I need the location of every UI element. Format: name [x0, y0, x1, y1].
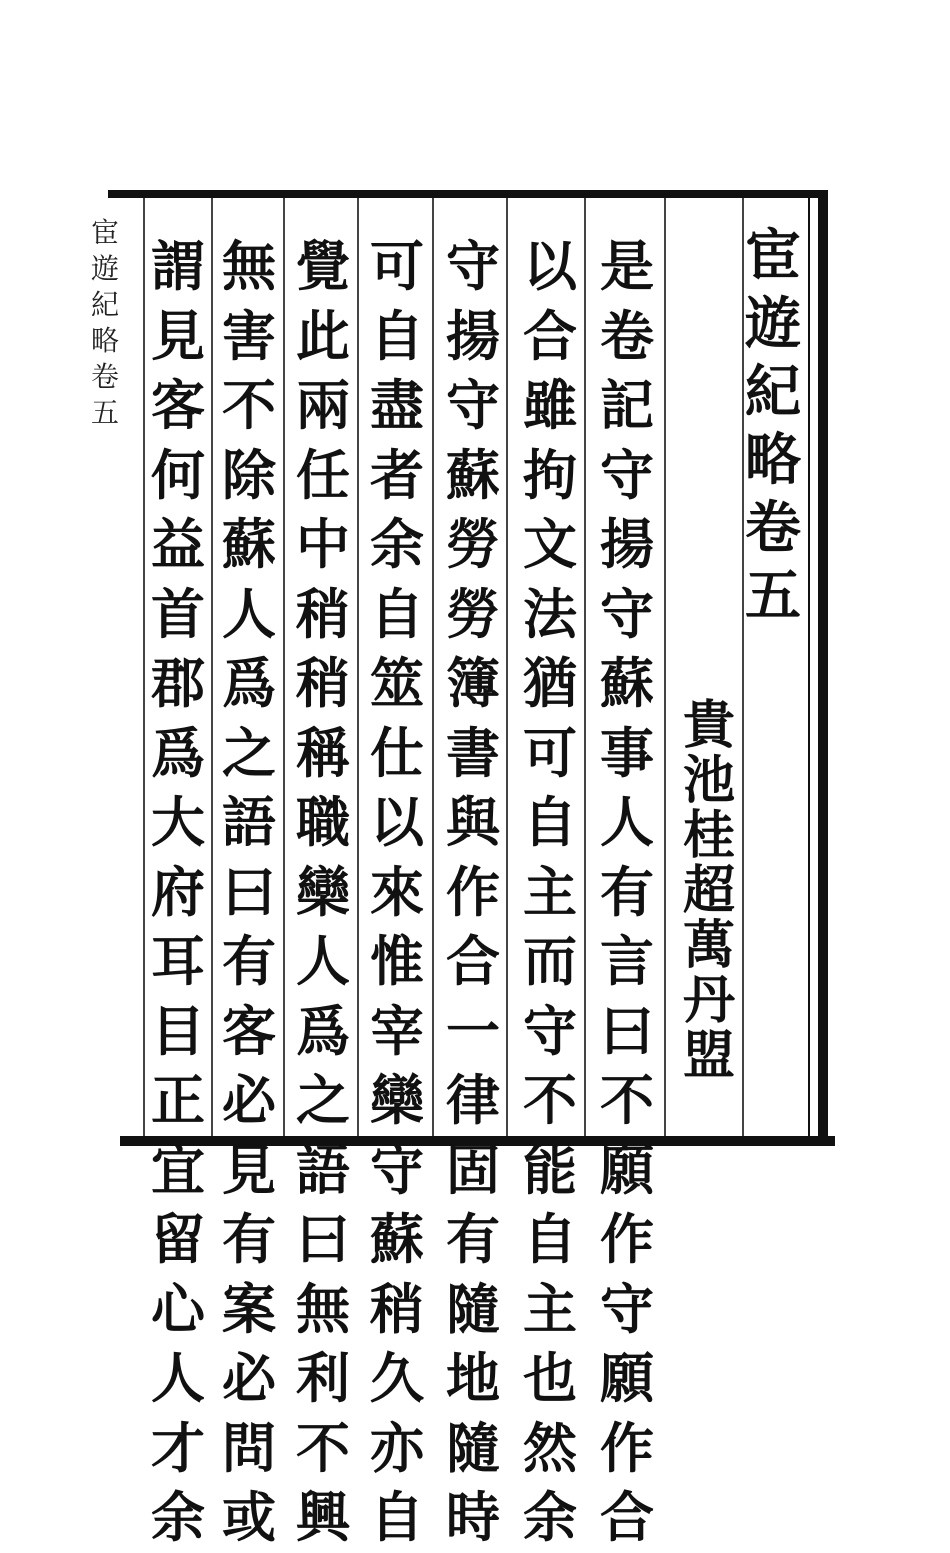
character: 正: [151, 1068, 205, 1132]
character: 宰: [370, 998, 424, 1063]
character: 人: [296, 929, 350, 993]
character: 雖: [523, 373, 577, 437]
character: 拘: [523, 442, 577, 507]
frame-right-border: [818, 190, 828, 1145]
character: 法: [523, 581, 577, 646]
character: 何: [151, 442, 205, 507]
character: 守: [600, 442, 654, 507]
character: 揚: [600, 512, 654, 576]
character: 不: [296, 1415, 350, 1480]
character: 有: [222, 1207, 276, 1271]
character: 盡: [370, 373, 424, 437]
character: 興: [296, 1485, 350, 1549]
character: 大: [151, 790, 205, 854]
character: 爲: [222, 651, 276, 715]
character: 人: [222, 581, 276, 646]
character: 耳: [151, 929, 205, 993]
character: 不: [600, 1068, 654, 1132]
character: 事: [600, 720, 654, 785]
character: 爲: [296, 998, 350, 1063]
character: 稍: [296, 651, 350, 715]
character: 然: [523, 1415, 577, 1480]
character: 久: [370, 1346, 424, 1410]
character: 余: [523, 1485, 577, 1549]
character: 中: [296, 512, 350, 576]
character: 守: [446, 373, 500, 437]
character: 見: [151, 303, 205, 368]
character: 略: [745, 427, 801, 493]
character: 卷: [90, 360, 119, 393]
character: 盟: [682, 1025, 735, 1086]
character: 稍: [370, 1276, 424, 1341]
character: 不: [222, 373, 276, 437]
character: 言: [600, 929, 654, 993]
character: 主: [523, 859, 577, 924]
character: 律: [446, 1068, 500, 1132]
character: 卷: [745, 495, 801, 561]
character: 有: [222, 929, 276, 993]
character: 之: [296, 1068, 350, 1132]
character: 惟: [370, 929, 424, 993]
character: 主: [523, 1276, 577, 1341]
character: 必: [222, 1346, 276, 1410]
character: 蘇: [222, 512, 276, 576]
character: 隨: [446, 1276, 500, 1341]
character: 蘇: [600, 651, 654, 715]
character: 來: [370, 859, 424, 924]
character: 客: [151, 373, 205, 437]
character: 才: [151, 1415, 205, 1480]
character: 遊: [745, 291, 801, 357]
character: 是: [600, 234, 654, 298]
text-column: [362, 232, 432, 1553]
fold-margin-title: [90, 215, 120, 645]
character: 問: [222, 1415, 276, 1480]
character: 語: [296, 1137, 350, 1202]
character: 揚: [446, 303, 500, 368]
character: 時: [446, 1485, 500, 1549]
character: 五: [90, 396, 119, 429]
character: 超: [682, 860, 735, 921]
chapter-title: [738, 222, 808, 630]
character: 五: [745, 563, 801, 629]
character: 作: [600, 1207, 654, 1271]
character: 宜: [151, 1137, 205, 1202]
character: 宦: [90, 216, 119, 249]
character: 自: [523, 1207, 577, 1271]
character: 合: [446, 929, 500, 993]
character: 守: [370, 1137, 424, 1202]
character: 能: [523, 1137, 577, 1202]
character: 府: [151, 859, 205, 924]
character: 可: [370, 234, 424, 298]
character: 以: [523, 234, 577, 298]
character: 見: [222, 1137, 276, 1202]
character: 人: [151, 1346, 205, 1410]
text-column: [288, 232, 358, 1553]
character: 一: [446, 998, 500, 1063]
character: 作: [600, 1415, 654, 1480]
character: 除: [222, 442, 276, 507]
character: 丹: [682, 970, 735, 1031]
character: 余: [151, 1485, 205, 1549]
character: 蘇: [446, 442, 500, 507]
frame-top-border: [108, 190, 828, 198]
character: 此: [296, 303, 350, 368]
character: 任: [296, 442, 350, 507]
character: 案: [222, 1276, 276, 1341]
character: 無: [222, 234, 276, 298]
character: 曰: [296, 1207, 350, 1271]
character: 欒: [370, 1068, 424, 1132]
character: 之: [222, 720, 276, 785]
character: 也: [523, 1346, 577, 1410]
character: 守: [600, 581, 654, 646]
text-column: [143, 232, 213, 1553]
character: 守: [446, 234, 500, 298]
character: 者: [370, 442, 424, 507]
character: 貴: [682, 695, 735, 756]
character: 簿: [446, 651, 500, 715]
column-divider: [664, 198, 666, 1136]
character: 目: [151, 998, 205, 1063]
column-divider: [432, 198, 434, 1136]
character: 守: [600, 1276, 654, 1341]
character: 曰: [600, 998, 654, 1063]
character: 紀: [90, 288, 119, 321]
character: 卷: [600, 303, 654, 368]
character: 人: [600, 790, 654, 854]
character: 萬: [682, 915, 735, 976]
text-column: [214, 232, 284, 1553]
character: 略: [90, 324, 119, 357]
character: 自: [523, 790, 577, 854]
character: 益: [151, 512, 205, 576]
character: 曰: [222, 859, 276, 924]
character: 利: [296, 1346, 350, 1410]
character: 可: [523, 720, 577, 785]
text-column: [515, 232, 585, 1553]
character: 郡: [151, 651, 205, 715]
character: 地: [446, 1346, 500, 1410]
character: 留: [151, 1207, 205, 1271]
character: 有: [446, 1207, 500, 1271]
character: 首: [151, 581, 205, 646]
text-column: [592, 232, 662, 1553]
character: 以: [370, 790, 424, 854]
character: 或: [222, 1485, 276, 1549]
character: 害: [222, 303, 276, 368]
character: 兩: [296, 373, 350, 437]
author-line: [677, 695, 741, 1086]
character: 遊: [90, 252, 119, 285]
character: 欒: [296, 859, 350, 924]
character: 無: [296, 1276, 350, 1341]
character: 筮: [370, 651, 424, 715]
character: 勞: [446, 512, 500, 576]
character: 自: [370, 303, 424, 368]
character: 謂: [151, 234, 205, 298]
character: 不: [523, 1068, 577, 1132]
character: 紀: [745, 359, 801, 425]
character: 池: [682, 750, 735, 811]
character: 文: [523, 512, 577, 576]
frame-right-inner-border: [808, 195, 810, 1140]
character: 職: [296, 790, 350, 854]
character: 心: [151, 1276, 205, 1341]
character: 有: [600, 859, 654, 924]
character: 固: [446, 1137, 500, 1202]
character: 而: [523, 929, 577, 993]
character: 稍: [296, 581, 350, 646]
character: 蘇: [370, 1207, 424, 1271]
character: 爲: [151, 720, 205, 785]
character: 自: [370, 581, 424, 646]
character: 作: [446, 859, 500, 924]
character: 稱: [296, 720, 350, 785]
character: 語: [222, 790, 276, 854]
character: 余: [370, 512, 424, 576]
character: 客: [222, 998, 276, 1063]
character: 自: [370, 1485, 424, 1549]
text-column: [438, 232, 508, 1553]
character: 守: [523, 998, 577, 1063]
character: 桂: [682, 805, 735, 866]
character: 勞: [446, 581, 500, 646]
character: 隨: [446, 1415, 500, 1480]
character: 仕: [370, 720, 424, 785]
character: 亦: [370, 1415, 424, 1480]
character: 記: [600, 373, 654, 437]
character: 合: [523, 303, 577, 368]
character: 覺: [296, 234, 350, 298]
character: 猶: [523, 651, 577, 715]
character: 願: [600, 1346, 654, 1410]
character: 與: [446, 790, 500, 854]
character: 願: [600, 1137, 654, 1202]
character: 宦: [745, 223, 801, 289]
character: 合: [600, 1485, 654, 1549]
character: 必: [222, 1068, 276, 1132]
character: 書: [446, 720, 500, 785]
